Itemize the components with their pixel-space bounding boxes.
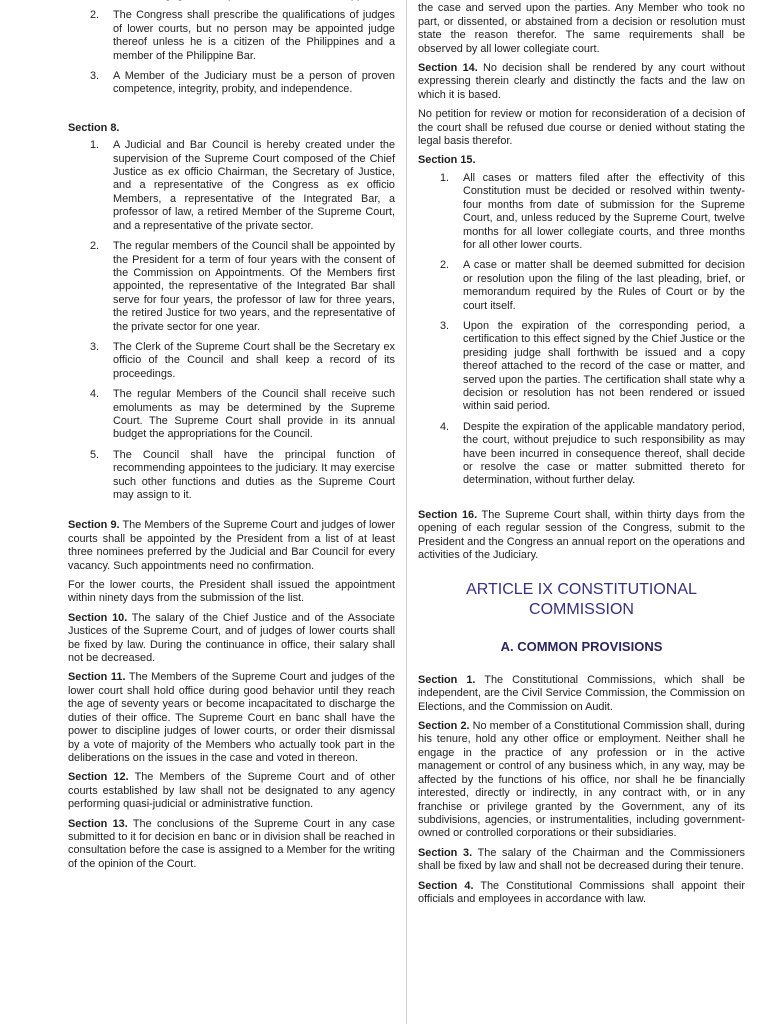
list-item-text: The Council shall have the principal function of recommending appointees to the judiciary. It may exercise such other functions and duties as the Supreme Court may assign to it.: [113, 448, 395, 501]
list-item: [418, 320, 745, 414]
list-item: [68, 240, 395, 334]
list-item: [68, 341, 395, 381]
right-column: [418, 0, 745, 912]
list-item: [418, 259, 745, 313]
section-10: Section 10. The salary of the Chief Justice and of the Associate Justices of the Supreme Court, and of judges of lower courts shall be fixed by law. During the continuance in office, their salary shall not be decreased.: [68, 611, 395, 665]
list-item-text: Despite the expiration of the applicable mandatory period, the court, without prejudice to such responsibility as may have been incurred in consequence thereof, shall decide or resolve the case or matter submitted thereto for determination, without further delay.: [463, 420, 745, 487]
section-15-heading: Section 15.: [418, 154, 476, 167]
list-item-number: 2.: [90, 240, 100, 253]
list-item-number: 2.: [90, 9, 100, 22]
article-9-section-3: Section 3. The salary of the Chairman and the Commissioners shall be fixed by law and shall not be decreased during their tenure.: [418, 846, 745, 873]
list-item-number: [68, 0, 113, 2]
section-13: Section 13. The conclusions of the Supreme Court in any case submitted to it for decision en banc or in division shall be reached in consultation before the case is assigned to a Member for the writing of the opinion of the Court.: [68, 817, 395, 870]
list-item-number: 5.: [90, 448, 100, 461]
section-9: Section 9. The Members of the Supreme Court and judges of lower courts shall be appointed by the President from a list of at least three nominees preferred by the Judicial and Bar Council for every vacancy. Such appointments need no confirmation.: [68, 519, 395, 572]
list-item: [68, 139, 395, 233]
list-item-text: A case or matter shall be deemed submitted for decision or resolution upon the filing of the last pleading, brief, or memorandum required by the Rules of Court or by the court itself.: [463, 259, 745, 312]
list-item: [418, 172, 745, 252]
list-item-text: The Clerk of the Supreme Court shall be the Secretary ex officio of the Council and shall keep a record of its proceedings.: [113, 340, 395, 380]
list-item-number: 3.: [90, 340, 100, 353]
section-15-list: [418, 172, 745, 488]
list-item-text: The Congress shall prescribe the qualifications of judges of lower courts, but no person may be appointed judge thereof unless he is a citizen of the Philippines and a member of the Philippine Bar.: [113, 9, 395, 62]
list-item-text: [113, 0, 395, 2]
section-14: Section 14. No decision shall be rendered by any court without expressing therein clearly and distinctly the facts and the law on which it is based.: [418, 62, 745, 101]
common-provisions-heading: A. COMMON PROVISIONS: [500, 639, 663, 655]
list-item: [68, 388, 395, 442]
list-item-text: The regular members of the Council shall be appointed by the President for a term of four years with the consent of the Commission on Appointments. Of the Members first appointed, the representative of the Integrated Bar shall serve for four years, the professor of law for three years, the retired Justice for two years, and the representative of the private sector for one year.: [113, 240, 395, 333]
intro-list: [68, 0, 395, 97]
list-item-number: 3.: [440, 319, 450, 332]
list-item-number: 3.: [90, 70, 100, 83]
section-8-list: [68, 139, 395, 502]
section-16: Section 16. The Supreme Court shall, within thirty days from the opening of each regular session of the Congress, submit to the President and the Congress an annual report on the operations and activities of the Judiciary.: [418, 508, 745, 562]
article-9-section-2: Section 2. No member of a Constitutional Commission shall, during his tenure, hold any other office or employment. Neither shall he engage in the practice of any profession or in the active management or control of any business which, in any way, may be affected by the functions of his office, nor shall he be financially interested, directly or indirectly, in any contract with, or in any franchise or privilege granted by the Government, any of its subdivisions, agencies, or instrumentalities, including government-owned or controlled corporations or their subsidiaries.: [418, 720, 745, 840]
list-item-text: The regular Members of the Council shall receive such emoluments as may be determined by the Supreme Court. The Supreme Court shall provide in its annual budget the appropriations for the Council.: [113, 388, 395, 441]
list-item-number: 4.: [440, 420, 450, 433]
list-item-number: 2.: [440, 259, 450, 272]
list-item: [68, 9, 395, 63]
article-9-section-4: Section 4. The Constitutional Commissions shall appoint their officials and employees in accordance with law.: [418, 879, 745, 905]
list-item-text: Upon the expiration of the corresponding period, a certification to this effect signed by the Chief Justice or the presiding judge shall forthwith be issued and a copy thereof attached to the record of the case or matter, and served upon the parties. The certification shall state why a decision or resolution has not been rendered or issued within said period.: [463, 319, 745, 413]
list-item-text: A Judicial and Bar Council is hereby created under the supervision of the Supreme Court composed of the Chief Justice as ex officio Chairman, the Secretary of Justice, and a representative of the Congress as ex officio Members, a representative of the Integrated Bar, a professor of law, a retired Member of the Supreme Court, and a representative of the private sector.: [113, 139, 395, 232]
section-8-heading: Section 8.: [68, 121, 120, 134]
list-item: [418, 421, 745, 488]
section-14-paragraph-2: No petition for review or motion for reconsideration of a decision of the court shall be refused due course or denied without stating the legal basis therefor.: [418, 108, 745, 148]
list-item: [68, 0, 395, 2]
section-13-continued: the case and served upon the parties. Any Member who took no part, or dissented, or abstained from a decision or resolution must state the reason therefor. The same requirements shall be observed by all lower collegiate court.: [418, 2, 745, 55]
article-title: ARTICLE IX CONSTITUTIONAL COMMISSION: [466, 581, 697, 619]
article-9-section-1: Section 1. The Constitutional Commissions, which shall be independent, are the Civil Service Commission, the Commission on Elections, and the Commission on Audit.: [418, 673, 745, 713]
list-item: [68, 449, 395, 503]
section-11: Section 11. The Members of the Supreme Court and judges of the lower court shall hold office during good behavior until they reach the age of seventy years or become incapacitated to discharge the duties of their office. The Supreme Court en banc shall have the power to discipline judges of lower courts, or order their dismissal by a vote of majority of the Members who actually took part in the deliberations on the issues in the case and voted in thereon.: [68, 671, 395, 764]
list-item-number: 4.: [90, 388, 100, 401]
list-item: [68, 70, 395, 97]
section-12: Section 12. The Members of the Supreme Court and of other courts established by law shall not be designated to any agency performing quasi-judicial or administrative function.: [68, 771, 395, 811]
section-9-paragraph-2: For the lower courts, the President shall issued the appointment within ninety days from the submission of the list.: [68, 579, 395, 605]
list-item-text: All cases or matters filed after the effectivity of this Constitution must be decided or resolved within twenty-four months from date of submission for the Supreme Court, and, unless reduced by the Supreme Court, twelve months for all lower collegiate courts, and three months for all other lower courts.: [463, 171, 745, 251]
list-item-number: 1.: [90, 139, 100, 152]
list-item-number: 1.: [440, 171, 450, 184]
list-item-text: A Member of the Judiciary must be a person of proven competence, integrity, probity, and independence.: [113, 70, 395, 96]
column-divider: [406, 0, 407, 1024]
left-column: [68, 0, 395, 877]
